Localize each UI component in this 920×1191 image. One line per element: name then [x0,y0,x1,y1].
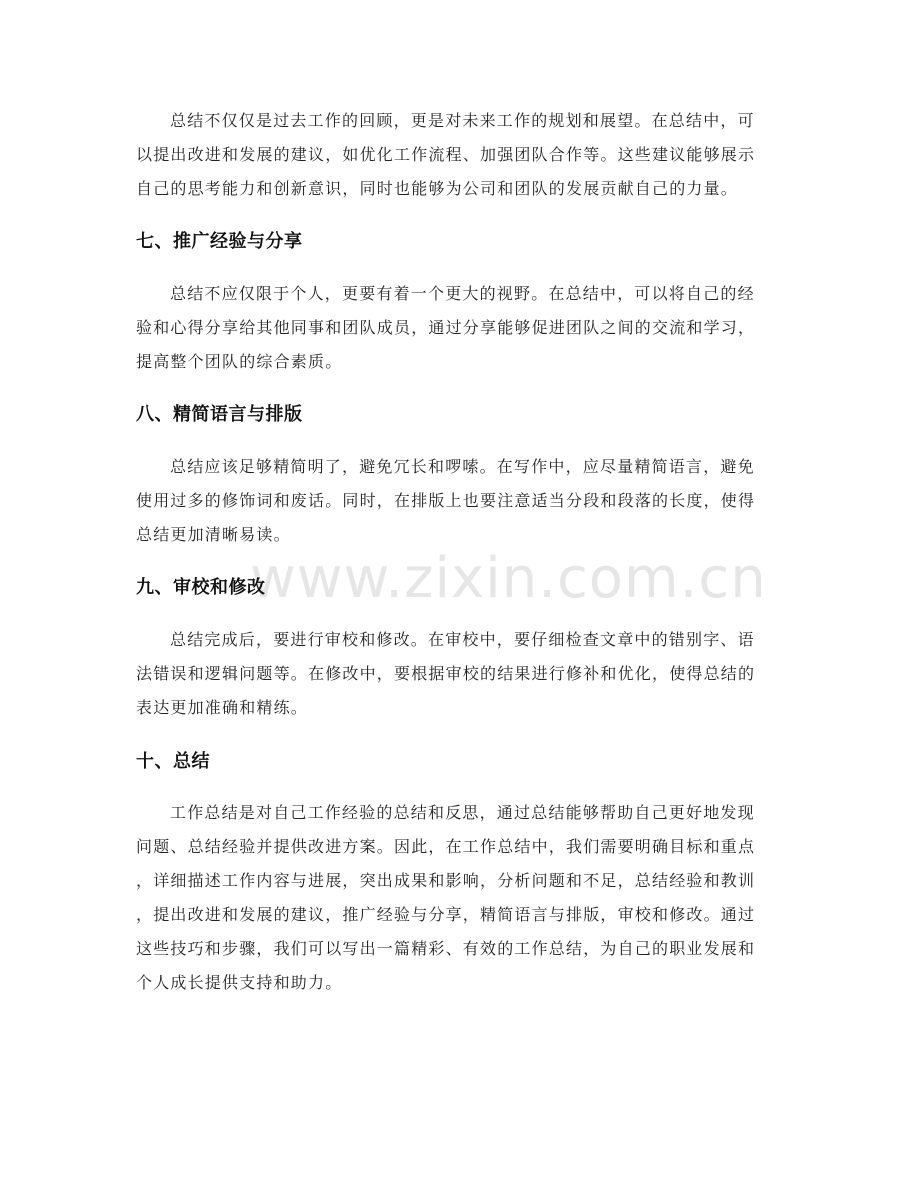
paragraph-line: 提高整个团队的综合素质。 [136,352,343,371]
section-heading: 十、总结 [136,751,210,772]
section-paragraph [136,623,786,725]
paragraph-line: 使用过多的修饰词和废话。同时，在排版上也要注意适当分段和段落的长度，使得 [136,491,756,510]
section-heading: 九、审校和修改 [136,577,266,598]
paragraph-line: ，提出改进和发展的建议，推广经验与分享，精简语言与排版，审校和修改。通过 [136,905,756,924]
section-paragraph [136,277,786,379]
paragraph-line: 法错误和逻辑问题等。在修改中，要根据审校的结果进行修补和优化，使得总结的 [136,664,756,683]
paragraph-line: 总结不应仅限于个人，更要有着一个更大的视野。在总结中，可以将自己的经 [170,284,755,303]
paragraph-line: 以提出改进和发展的建议，如优化工作流程、加强团队合作等。这些建议能够展示 [136,145,756,164]
paragraph-line: ，详细描述工作内容与进展，突出成果和影响，分析问题和不足，总结经验和教训 [136,871,756,890]
section-paragraph [136,796,786,1000]
section-paragraph [136,450,786,552]
paragraph-line: 验和心得分享给其他同事和团队成员，通过分享能够促进团队之间的交流和学习， [136,318,756,337]
section-heading: 八、精简语言与排版 [136,404,303,425]
paragraph-line: 总结不仅仅是过去工作的回顾，更是对未来工作的规划和展望。在总结中，可 [170,111,755,130]
watermark: www.zixin.com.cn [250,546,767,611]
paragraph-line: 总结更加清晰易读。 [136,525,291,544]
paragraph-line: 表达更加准确和精练。 [136,698,309,717]
paragraph-line: 总结完成后，要进行审校和修改。在审校中，要仔细检查文章中的错别字、语 [170,630,755,649]
intro-paragraph [136,104,786,206]
paragraph-line: 自己的思考能力和创新意识，同时也能够为公司和团队的发展贡献自己的力量。 [136,179,739,198]
paragraph-line: 问题、总结经验并提供改进方案。因此，在工作总结中，我们需要明确目标和重点 [136,837,756,856]
paragraph-line: 工作总结是对自己工作经验的总结和反思，通过总结能够帮助自己更好地发现 [170,803,755,822]
paragraph-line: 总结应该足够精简明了，避免冗长和啰嗦。在写作中，应尽量精简语言，避免 [170,457,755,476]
paragraph-line: 个人成长提供支持和助力。 [136,973,343,992]
section-heading: 七、推广经验与分享 [136,231,303,252]
paragraph-line: 这些技巧和步骤，我们可以写出一篇精彩、有效的工作总结，为自己的职业发展和 [136,939,756,958]
